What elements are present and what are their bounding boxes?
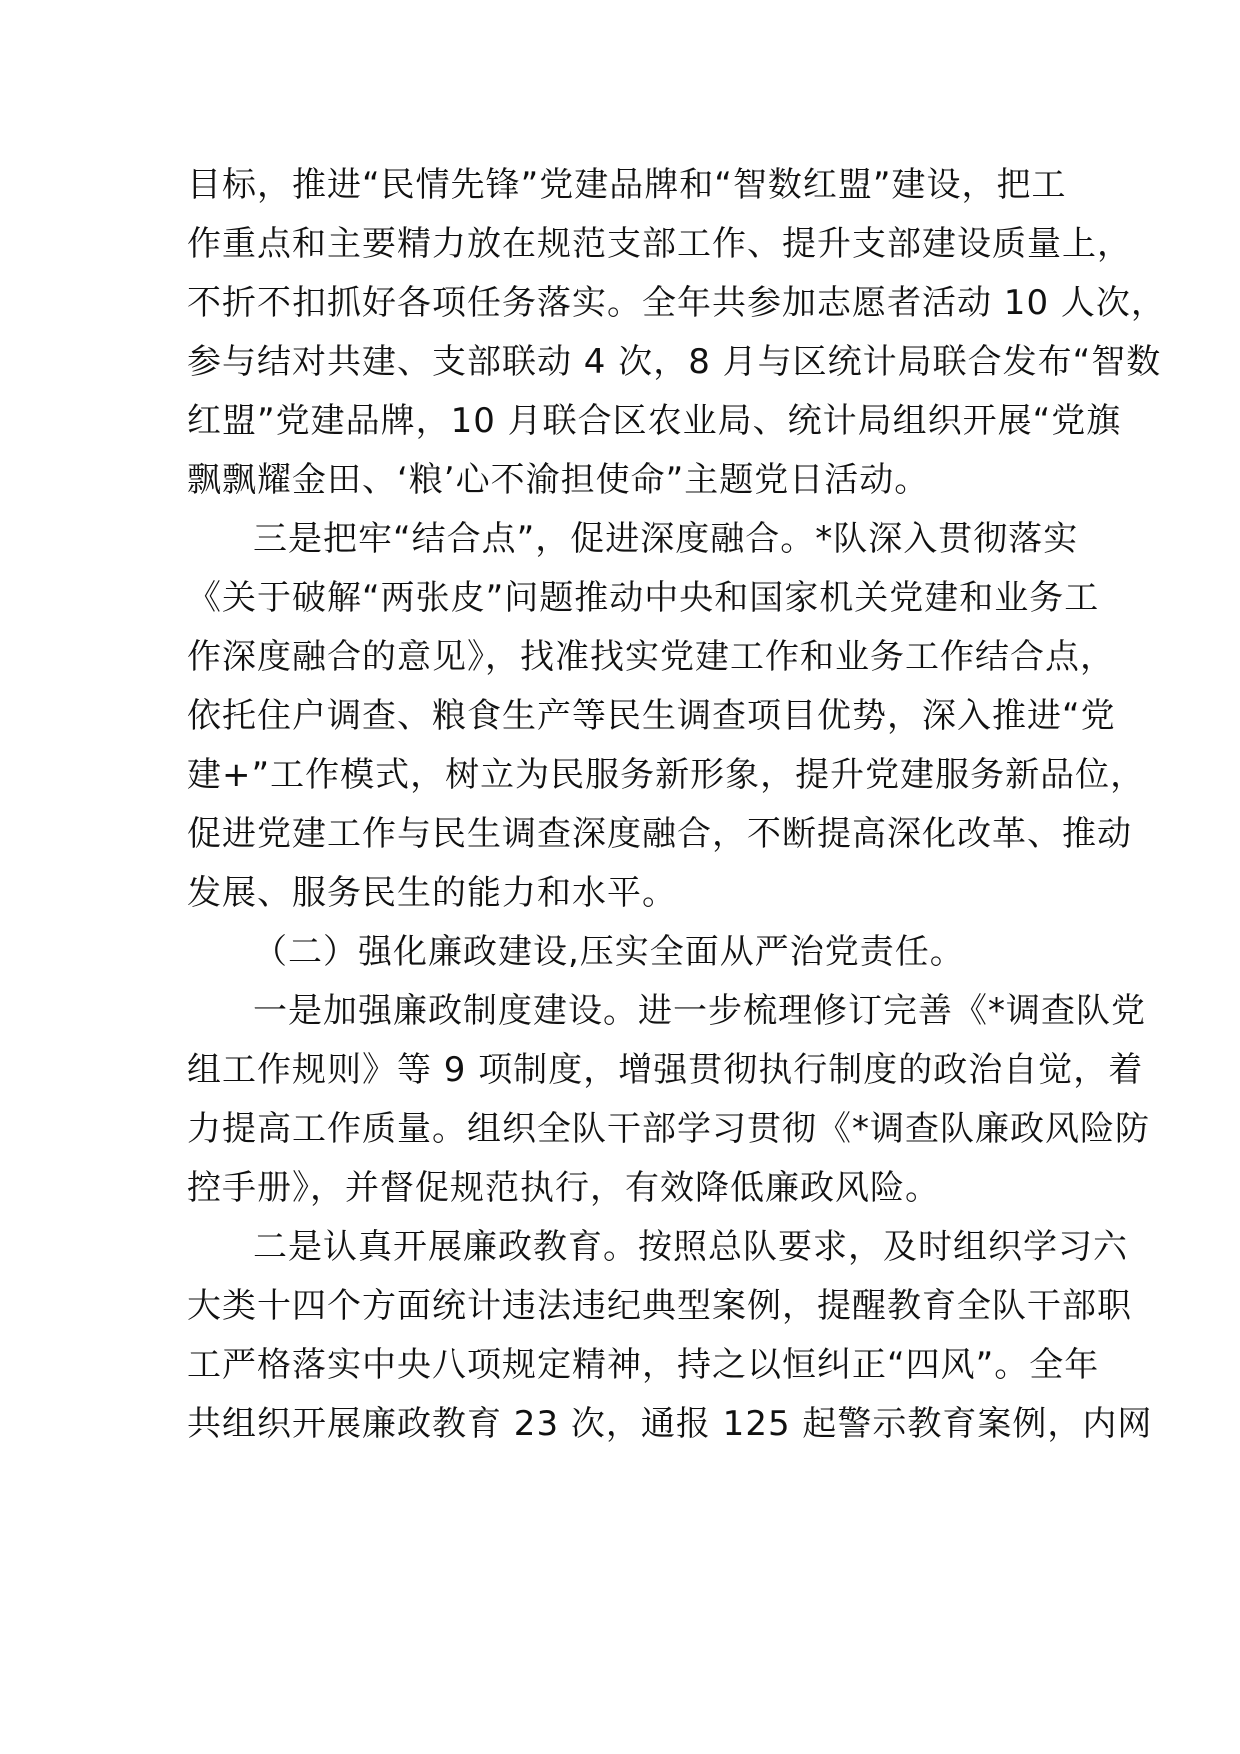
text-line: 共组织开展廉政教育 23 次，通报 125 起警示教育案例，内网 <box>187 1404 1153 1444</box>
text-line: 发展、服务民生的能力和水平。 <box>187 873 677 913</box>
text-line: 大类十四个方面统计违法违纪典型案例，提醒教育全队干部职 <box>187 1286 1132 1326</box>
text-line: 不折不扣抓好各项任务落实。全年共参加志愿者活动 10 人次， <box>187 283 1166 323</box>
text-line: 飘飘耀金田、‘粮’心不渝担使命”主题党日活动。 <box>187 460 930 500</box>
text-line: 《关于破解“两张皮”问题推动中央和国家机关党建和业务工 <box>187 578 1100 618</box>
text-line: 力提高工作质量。组织全队干部学习贯彻《*调查队廉政风险防 <box>187 1109 1150 1149</box>
text-line: 建+”工作模式，树立为民服务新形象，提升党建服务新品位， <box>187 755 1146 795</box>
paragraph-first-line: 一是加强廉政制度建设。进一步梳理修订完善《*调查队党 <box>253 991 1146 1031</box>
text-line: 依托住户调查、粮食生产等民生调查项目优势，深入推进“党 <box>187 696 1116 736</box>
text-line: 目标，推进“民情先锋”党建品牌和“智数红盟”建设，把工 <box>187 165 1067 205</box>
text-line: 促进党建工作与民生调查深度融合，不断提高深化改革、推动 <box>187 814 1132 854</box>
paragraph-first-line: 二是认真开展廉政教育。按照总队要求，及时组织学习六 <box>253 1227 1128 1267</box>
text-line: 工严格落实中央八项规定精神，持之以恒纠正“四风”。全年 <box>187 1345 1100 1385</box>
text-line: 作重点和主要精力放在规范支部工作、提升支部建设质量上， <box>187 224 1132 264</box>
text-line: 红盟”党建品牌，10 月联合区农业局、统计局组织开展“党旗 <box>187 401 1122 441</box>
text-line: 控手册》，并督促规范执行，有效降低廉政风险。 <box>187 1168 940 1208</box>
text-line: 组工作规则》等 9 项制度，增强贯彻执行制度的政治自觉，着 <box>187 1050 1144 1090</box>
paragraph-first-line: 三是把牢“结合点”，促进深度融合。*队深入贯彻落实 <box>253 519 1079 559</box>
section-heading: （二）强化廉政建设,压实全面从严治党责任。 <box>253 932 965 972</box>
text-line: 作深度融合的意见》，找准找实党建工作和业务工作结合点， <box>187 637 1115 677</box>
text-line: 参与结对共建、支部联动 4 次，8 月与区统计局联合发布“智数 <box>187 342 1162 382</box>
